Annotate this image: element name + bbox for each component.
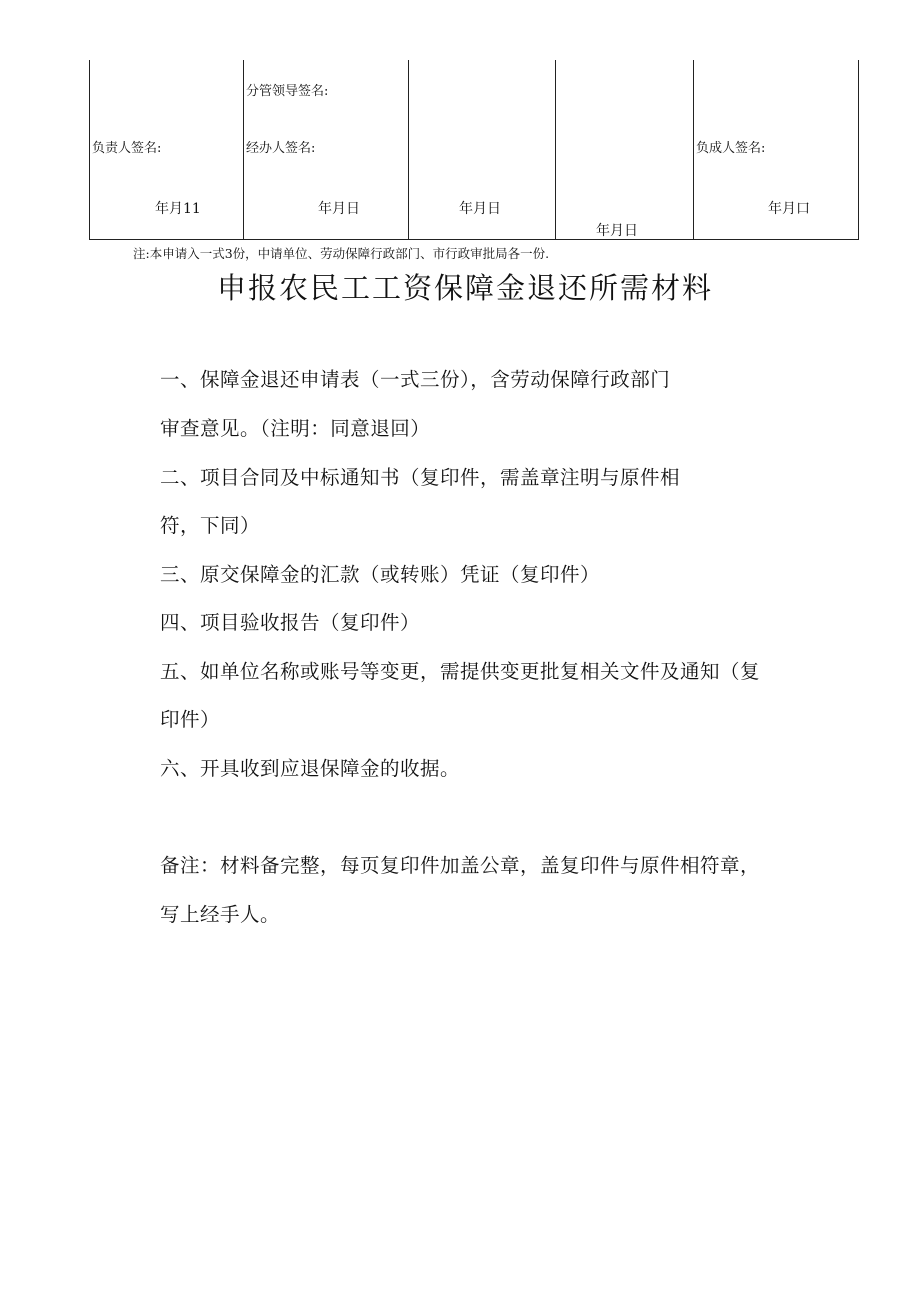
col1-date: 年月11	[155, 201, 201, 217]
list-item-3: 三、原交保障金的汇款（或转账）凭证（复印件）	[160, 563, 601, 586]
table-border-right	[858, 60, 859, 240]
table-divider-2	[408, 60, 409, 240]
list-item-6: 六、开具收到应退保障金的收据。	[160, 757, 461, 780]
table-footnote: 注:本申请入一式3份，中请单位、劳动保障行政部门、市行政审批局各一份.	[133, 246, 550, 261]
page-title: 申报农民工工资保障金退还所需材料	[217, 271, 714, 305]
list-item-2-line-2: 符，下同）	[160, 514, 261, 537]
col5-date: 年月口	[768, 201, 810, 217]
list-item-1-line-2: 审查意见。（注明：同意退回）	[160, 417, 431, 440]
col2-signature-label-2: 经办人签名:	[246, 141, 316, 156]
remark-line-1: 备注：材料备完整，每页复印件加盖公章，盖复印件与原件相符章，	[160, 854, 761, 877]
col4-date: 年月日	[596, 223, 638, 239]
table-divider-1	[243, 60, 244, 240]
remark-line-2: 写上经手人。	[160, 903, 281, 926]
col3-date: 年月日	[459, 201, 501, 217]
col2-signature-label-1: 分管领导签名:	[246, 84, 329, 99]
list-item-5-line-2: 印件）	[160, 708, 221, 731]
list-item-4: 四、项目验收报告（复印件）	[160, 611, 421, 634]
list-item-1-line-1: 一、保障金退还申请表（一式三份），含劳动保障行政部门	[160, 368, 671, 391]
col1-signature-label: 负责人签名:	[92, 141, 162, 156]
list-item-5-line-1: 五、如单位名称或账号等变更，需提供变更批复相关文件及通知（复	[160, 660, 761, 683]
table-divider-4	[693, 60, 694, 240]
list-item-2-line-1: 二、项目合同及中标通知书（复印件，需盖章注明与原件相	[160, 466, 681, 489]
col2-date: 年月日	[318, 201, 360, 217]
table-border-bottom	[89, 239, 859, 240]
table-border-left	[89, 60, 90, 240]
col5-signature-label: 负成人签名:	[696, 141, 766, 156]
table-divider-3	[555, 60, 556, 240]
